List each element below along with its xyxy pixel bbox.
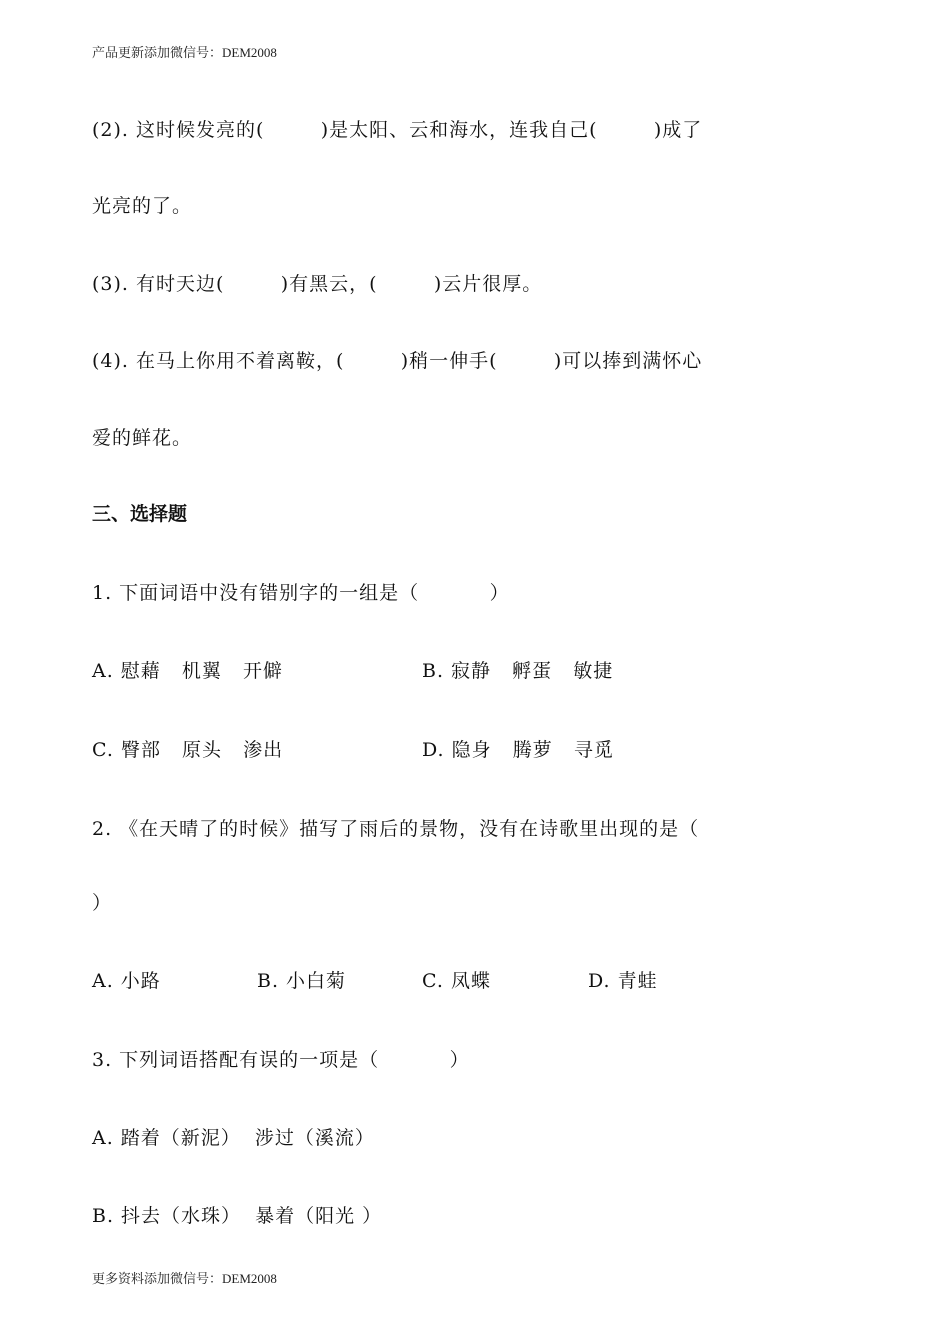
fill-blank-3: (3). 有时天边( )有黑云，( )云片很厚。 [92, 273, 543, 295]
question-1-stem: 1. 下面词语中没有错别字的一组是（ ） [92, 582, 510, 604]
question-2-option-b: B. 小白菊 [257, 970, 347, 992]
page-header: 产品更新添加微信号：DEM2008 [92, 45, 277, 60]
question-2-option-d: D. 青蛙 [588, 970, 658, 992]
question-1-option-d: D. 隐身 腾萝 寻觅 [422, 739, 614, 761]
fill-blank-2-line2: 光亮的了。 [92, 195, 193, 217]
fill-blank-2-line1: (2). 这时候发亮的( )是太阳、云和海水，连我自己( )成了 [92, 119, 703, 141]
fill-blank-4-line1: (4). 在马上你用不着离鞍，( )稍一伸手( )可以捧到满怀心 [92, 350, 703, 372]
section-title: 三、选择题 [92, 503, 188, 525]
page-footer: 更多资料添加微信号：DEM2008 [92, 1271, 277, 1286]
question-1-option-c: C. 臀部 原头 渗出 [92, 739, 284, 761]
question-2-option-c: C. 凤蝶 [422, 970, 491, 992]
fill-blank-4-line2: 爱的鲜花。 [92, 427, 193, 449]
question-2-option-a: A. 小路 [92, 970, 161, 992]
question-1-option-b: B. 寂静 孵蛋 敏捷 [422, 660, 614, 682]
question-3-option-a: A. 踏着（新泥） 涉过（溪流） [92, 1127, 375, 1149]
question-1-option-a: A. 慰藉 机翼 开僻 [92, 660, 284, 682]
question-2-stem-cont: ） [92, 892, 113, 914]
question-3-stem: 3. 下列词语搭配有误的一项是（ ） [92, 1049, 470, 1071]
question-3-option-b: B. 抖去（水珠） 暴着（阳光 ） [92, 1205, 383, 1227]
question-2-stem: 2. 《在天晴了的时候》描写了雨后的景物，没有在诗歌里出现的是（ [92, 818, 700, 840]
